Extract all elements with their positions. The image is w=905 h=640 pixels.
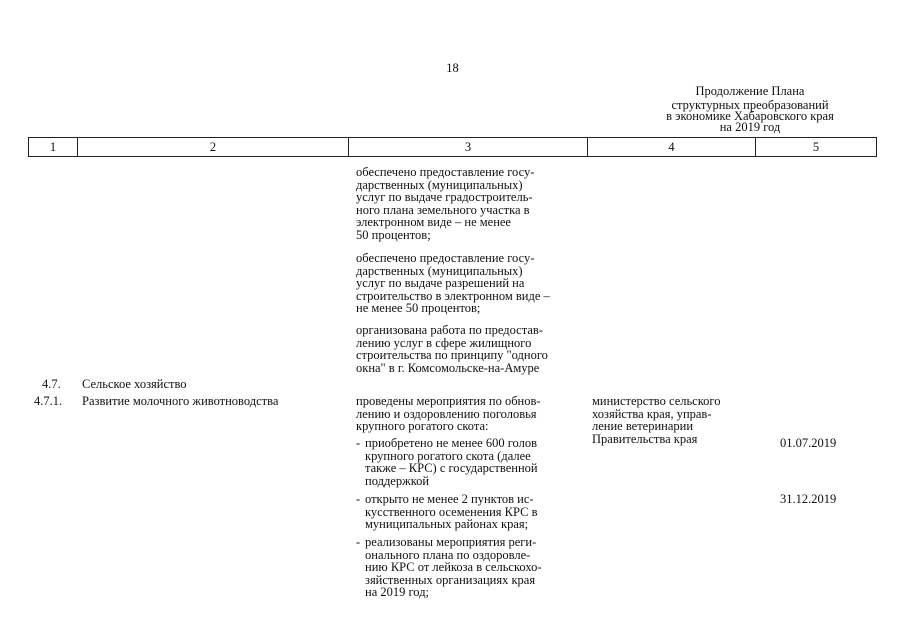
measures-intro xyxy=(356,395,588,433)
text-line: также – КРС) с государственной xyxy=(365,461,538,475)
text-line: реализованы мероприятия реги- xyxy=(365,535,537,549)
text-line: хозяйства края, управ- xyxy=(592,406,712,421)
text-line: открыто не менее 2 пунктов ис- xyxy=(365,492,534,506)
text-line: дарственных (муниципальных) xyxy=(356,177,523,192)
section-name: Сельское хозяйство xyxy=(82,377,187,391)
text-line: обеспечено предоставление госу- xyxy=(356,251,535,265)
section-number: 4.7. xyxy=(42,377,61,391)
text-line: не менее 50 процентов; xyxy=(356,301,481,315)
continuation-line-4: на 2019 год xyxy=(719,120,781,134)
measure-bullet-3 xyxy=(356,536,588,599)
text-line: услуг по выдаче градостроитель- xyxy=(356,190,533,204)
deadline-date-1: 01.07.2019 xyxy=(780,436,837,450)
continuation-line-3: в экономике Хабаровского края xyxy=(666,109,834,123)
continuation-line-2: структурных преобразований xyxy=(671,98,829,112)
column-number-5: 5 xyxy=(755,138,876,156)
text-line: строительство в электронном виде – xyxy=(356,288,550,303)
text-line: ление ветеринарии xyxy=(592,419,694,433)
text-line: на 2019 год; xyxy=(365,585,430,599)
deadline-date-2: 31.12.2019 xyxy=(780,492,837,506)
text-line: крупного рогатого скота: xyxy=(356,419,489,433)
column-number-1: 1 xyxy=(49,140,57,154)
subsection-name: Развитие молочного животноводства xyxy=(82,394,279,408)
dash-marker: - xyxy=(356,535,361,549)
text-line: строительства по принципу "одного xyxy=(356,348,548,362)
column-number-2: 2 xyxy=(77,138,348,156)
text-line: дарственных (муниципальных) xyxy=(356,263,523,278)
text-line: министерство сельского xyxy=(592,394,721,408)
text-line: приобретено не менее 600 голов xyxy=(365,436,538,450)
text-line: онального плана по оздоровле- xyxy=(365,547,531,562)
text-line: лению и оздоровлению поголовья xyxy=(356,406,537,421)
measure-item-3 xyxy=(356,324,588,374)
measure-item-2 xyxy=(356,252,588,315)
text-line: 50 процентов; xyxy=(356,227,431,242)
text-line: ного плана земельного участка в xyxy=(356,202,530,217)
text-line: кусственного осеменения КРС в xyxy=(365,504,538,519)
text-line: окна" в г. Комсомольске-на-Амуре xyxy=(356,360,540,375)
text-line: нию КРС от лейкоза в сельскохо- xyxy=(365,560,542,574)
text-line: зяйственных организациях края xyxy=(365,572,536,587)
dash-marker: - xyxy=(356,492,361,506)
measure-bullet-2 xyxy=(356,493,588,531)
measure-item-1 xyxy=(356,166,588,241)
dash-marker: - xyxy=(356,436,361,450)
measure-bullet-1 xyxy=(356,437,588,487)
responsible-executor xyxy=(592,395,762,445)
continuation-heading xyxy=(655,86,845,133)
continuation-line-1: Продолжение Плана xyxy=(695,84,805,98)
text-line: лению услуг в сфере жилищного xyxy=(356,335,532,350)
text-line: обеспечено предоставление госу- xyxy=(356,165,535,179)
page-number: 18 xyxy=(446,61,459,75)
text-line: услуг по выдаче разрешений на xyxy=(356,276,525,290)
text-line: поддержкой xyxy=(365,473,430,488)
text-line: проведены мероприятия по обнов- xyxy=(356,394,541,408)
column-number-3: 3 xyxy=(348,138,587,156)
text-line: муниципальных районах края; xyxy=(365,517,529,531)
subsection-number: 4.7.1. xyxy=(34,394,63,408)
text-line: крупного рогатого скота (далее xyxy=(365,448,531,463)
text-line: организована работа по предостав- xyxy=(356,323,543,337)
text-line: электронном виде – не менее xyxy=(356,215,511,229)
text-line: Правительства края xyxy=(592,431,698,446)
column-number-4: 4 xyxy=(587,138,755,156)
column-number-header xyxy=(28,137,877,157)
